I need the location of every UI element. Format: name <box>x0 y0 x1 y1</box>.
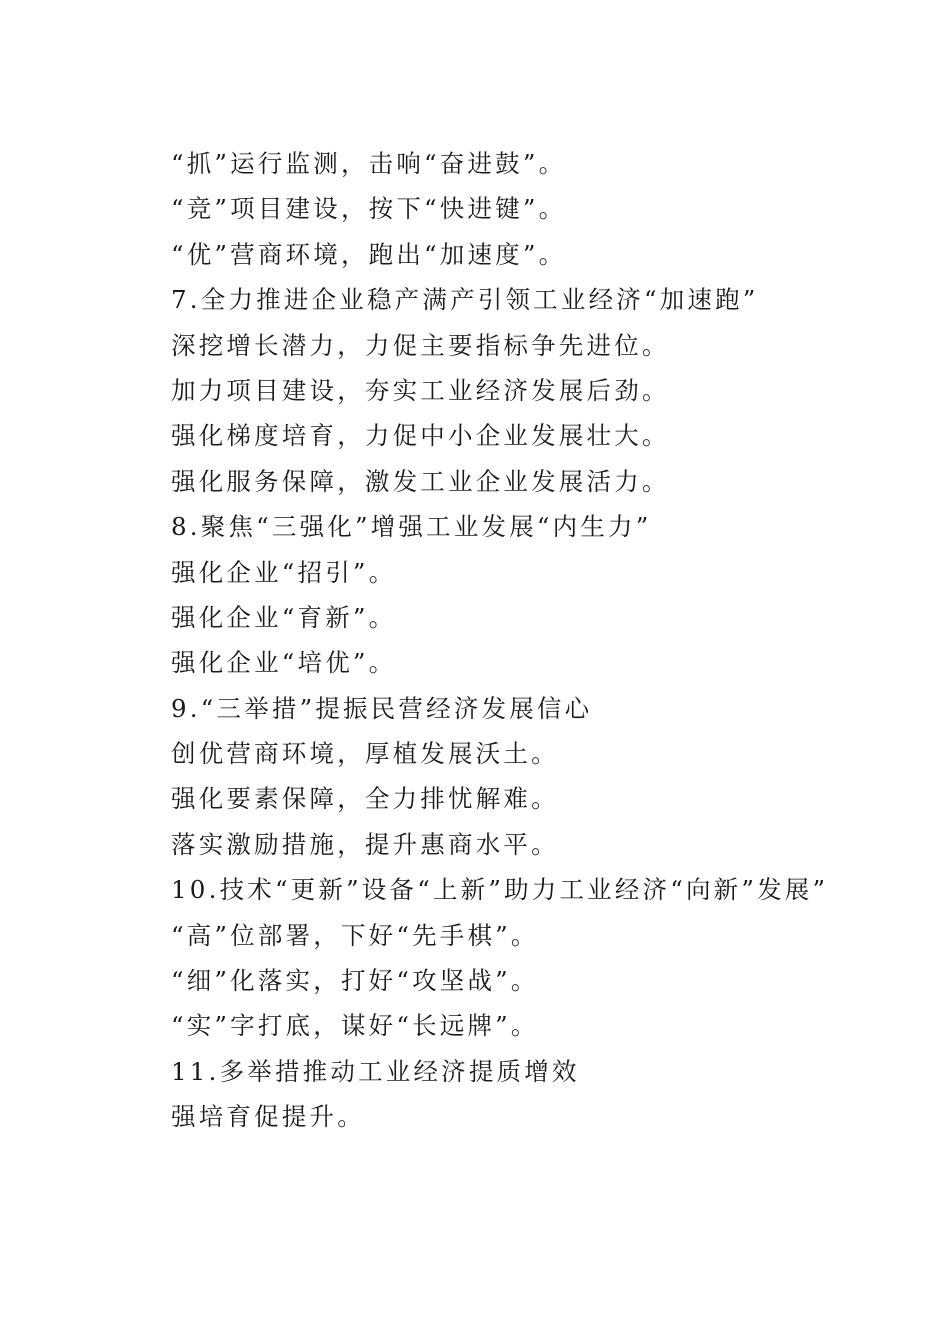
paragraph: 强化企业“招引”。 <box>171 557 397 587</box>
section-heading: 11.多举措推动工业经济提质增效 <box>171 1056 580 1086</box>
paragraph: “抓”运行监测，击响“奋进鼓”。 <box>171 149 567 178</box>
paragraph: 强化企业“培优”。 <box>171 648 397 678</box>
paragraph: “细”化落实，打好“攻坚战”。 <box>171 966 539 996</box>
paragraph: 创优营商环境，厚植发展沃土。 <box>171 739 559 769</box>
section-heading: 9.“三举措”提振民营经济发展信心 <box>171 693 593 723</box>
paragraph: 落实激励措施，提升惠商水平。 <box>171 829 559 859</box>
paragraph: “竞”项目建设，按下“快进键”。 <box>171 194 567 224</box>
paragraph: 强化服务保障，激发工业企业发展活力。 <box>171 466 670 496</box>
document-body <box>121 141 831 1140</box>
paragraph: 加力项目建设，夯实工业经济发展后劲。 <box>171 375 670 405</box>
section-heading: 7.全力推进企业稳产满产引领工业经济“加速跑” <box>171 285 759 315</box>
paragraph: 强化企业“育新”。 <box>171 602 397 632</box>
paragraph: 深挖增长潜力，力促主要指标争先进位。 <box>171 330 670 360</box>
paragraph: “优”营商环境，跑出“加速度”。 <box>171 239 567 269</box>
paragraph: 强化梯度培育，力促中小企业发展壮大。 <box>171 421 670 451</box>
paragraph: “高”位部署，下好“先手棋”。 <box>171 920 539 950</box>
paragraph: 强培育促提升。 <box>171 1102 365 1132</box>
paragraph: 强化要素保障，全力排忧解难。 <box>171 784 559 814</box>
section-heading: 8.聚焦“三强化”增强工业发展“内生力” <box>171 512 652 542</box>
paragraph: “实”字打底，谋好“长远牌”。 <box>171 1011 539 1041</box>
section-heading: 10.技术“更新”设备“上新”助力工业经济“向新”发展” <box>171 875 829 905</box>
